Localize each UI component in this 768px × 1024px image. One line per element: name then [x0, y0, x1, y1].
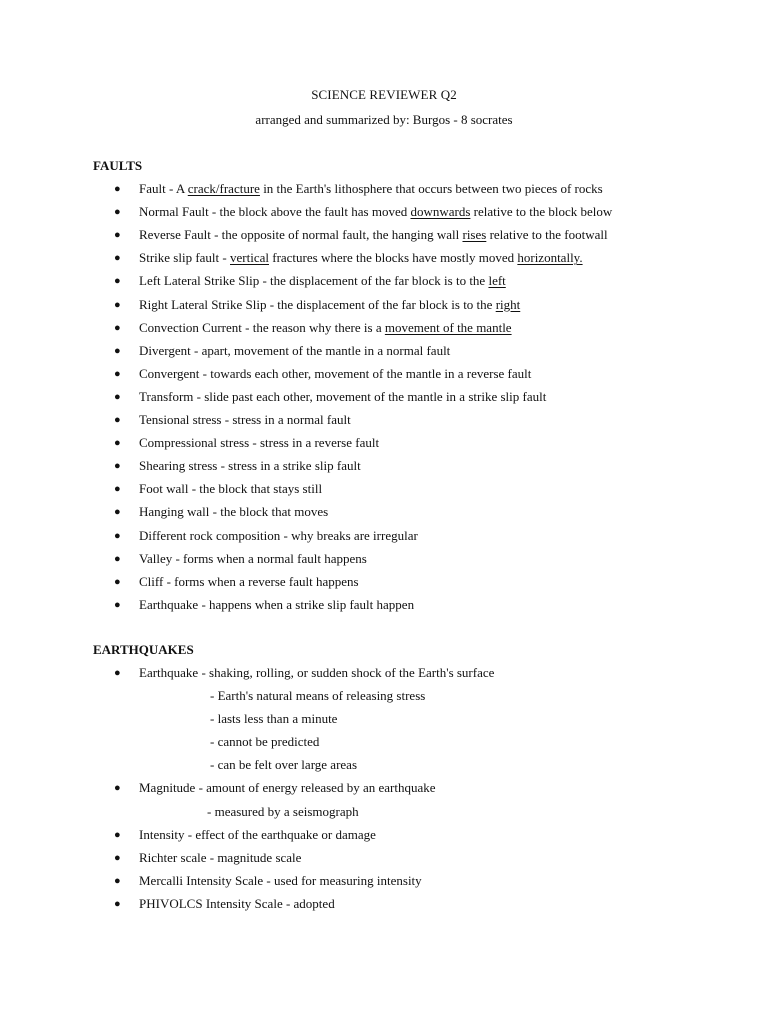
item-text: Strike slip fault - — [139, 250, 230, 266]
underlined-term: horizontally. — [517, 250, 583, 266]
item-text: Right Lateral Strike Slip - the displacement of the far block is to the — [139, 296, 496, 312]
list-item-text — [139, 248, 583, 268]
underlined-term: crack/fracture — [187, 181, 260, 196]
list-item-text — [139, 202, 612, 222]
list-item — [0, 894, 768, 914]
list-item — [0, 663, 768, 683]
list-item-text — [139, 549, 367, 569]
underlined-term: movement of the mantle — [384, 319, 512, 335]
magnitude-definition: Magnitude - amount of energy released by an earthquake — [139, 780, 436, 795]
list-item-text — [139, 225, 608, 245]
list-item-text: Intensity - effect of the earthquake or damage — [139, 827, 376, 842]
underlined-term: left — [488, 273, 506, 289]
list-item — [0, 479, 768, 499]
list-item-text — [139, 595, 414, 615]
list-item — [0, 318, 768, 338]
underlined-term: rises — [462, 227, 487, 243]
list-item — [0, 572, 768, 592]
item-text: Valley - forms when a normal fault happens — [139, 550, 367, 566]
list-item — [0, 225, 768, 245]
earthquake-sub-2: - lasts less than a minute — [210, 711, 338, 726]
bullet-icon: ● — [114, 437, 121, 450]
bullet-icon: ● — [114, 321, 121, 334]
bullet-icon: ● — [114, 252, 121, 265]
bullet-icon: ● — [114, 875, 121, 887]
list-item-text — [139, 387, 546, 407]
item-text: Shearing stress - stress in a strike slip fault — [139, 458, 361, 474]
bullet-icon: ● — [114, 229, 121, 242]
list-item-text — [139, 364, 531, 384]
earthquakes-heading: EARTHQUAKES — [93, 642, 194, 657]
bullet-icon: ● — [114, 275, 121, 288]
bullet-icon: ● — [114, 460, 121, 473]
list-item-text — [139, 410, 351, 430]
list-item — [0, 364, 768, 384]
list-item-text — [139, 456, 361, 476]
list-item — [0, 295, 768, 315]
item-text: Divergent - apart, movement of the mantle in a normal fault — [139, 342, 451, 358]
list-item-text — [139, 271, 506, 291]
bullet-icon: ● — [114, 598, 121, 611]
list-item — [0, 778, 768, 798]
bullet-icon: ● — [114, 344, 121, 357]
item-text: Foot wall - the block that stays still — [139, 481, 323, 497]
list-item-text: Mercalli Intensity Scale - used for measuring intensity — [139, 873, 422, 888]
list-item — [0, 271, 768, 291]
list-item — [0, 848, 768, 868]
bullet-icon: ● — [114, 552, 121, 565]
bullet-icon: ● — [114, 782, 121, 794]
list-item-text — [139, 502, 328, 522]
bullet-icon: ● — [114, 852, 121, 864]
list-item — [0, 387, 768, 407]
list-item — [0, 871, 768, 891]
faults-heading: FAULTS — [93, 158, 143, 173]
list-item — [0, 179, 768, 199]
list-item — [0, 502, 768, 522]
list-item — [0, 526, 768, 546]
bullet-icon: ● — [114, 206, 121, 219]
list-item-text — [139, 433, 379, 453]
list-item-text — [139, 479, 322, 499]
bullet-icon: ● — [114, 898, 121, 910]
bullet-icon: ● — [114, 298, 121, 311]
list-item — [0, 410, 768, 430]
list-item-text — [139, 572, 359, 592]
bullet-icon: ● — [114, 483, 121, 496]
list-item — [0, 248, 768, 268]
item-text: Convection Current - the reason why there is a — [139, 319, 385, 335]
list-item — [0, 595, 768, 615]
bullet-icon: ● — [114, 575, 121, 588]
list-item — [0, 456, 768, 476]
list-item-text — [139, 526, 418, 546]
item-text: relative to the footwall — [486, 227, 608, 243]
item-text: Reverse Fault - the opposite of normal fault, the hanging wall — [139, 227, 463, 243]
bullet-icon: ● — [114, 829, 121, 841]
magnitude-sub: - measured by a seismograph — [207, 804, 359, 819]
list-item-text — [139, 295, 520, 315]
earthquake-definition: Earthquake - shaking, rolling, or sudden shock of the Earth's surface — [139, 665, 495, 680]
item-text: Normal Fault - the block above the fault has moved — [139, 204, 411, 220]
item-text: Fault - A — [139, 181, 188, 196]
underlined-term: vertical — [230, 250, 269, 266]
bullet-icon: ● — [114, 414, 121, 426]
earthquake-sub-4: - can be felt over large areas — [210, 757, 358, 772]
underlined-term: right — [495, 296, 521, 312]
item-text: Compressional stress - stress in a reverse fault — [139, 435, 380, 451]
list-item — [0, 433, 768, 453]
earthquake-sub-3: - cannot be predicted — [210, 734, 320, 749]
underlined-term: downwards — [410, 204, 471, 220]
bullet-icon: ● — [114, 506, 121, 519]
list-item-text — [139, 341, 450, 361]
item-text: fractures where the blocks have mostly moved — [268, 250, 518, 266]
list-item-text: Richter scale - magnitude scale — [139, 850, 302, 865]
bullet-icon: ● — [114, 367, 121, 380]
item-text: Transform - slide past each other, movement of the mantle in a strike slip fault — [139, 388, 547, 404]
document-title: SCIENCE REVIEWER Q2 — [311, 87, 457, 102]
bullet-icon: ● — [114, 667, 121, 679]
item-text: Earthquake - happens when a strike slip fault happen — [139, 596, 415, 612]
list-item — [0, 341, 768, 361]
list-item — [0, 825, 768, 845]
list-item-text — [139, 318, 512, 338]
item-text: relative to the block below — [470, 204, 613, 220]
bullet-icon: ● — [114, 183, 121, 195]
list-item-text — [139, 179, 603, 199]
item-text: Convergent - towards each other, movement of the mantle in a reverse fault — [139, 365, 532, 381]
document-subtitle: arranged and summarized by: Burgos - 8 socrates — [255, 112, 513, 127]
item-text: Cliff - forms when a reverse fault happens — [139, 573, 359, 589]
item-text: Tensional stress - stress in a normal fault — [139, 412, 351, 427]
list-item — [0, 202, 768, 222]
bullet-icon: ● — [114, 390, 121, 403]
item-text: Different rock composition - why breaks are irregular — [139, 527, 418, 543]
list-item-text: PHIVOLCS Intensity Scale - adopted — [139, 896, 335, 911]
bullet-icon: ● — [114, 529, 121, 542]
earthquake-sub-1: - Earth's natural means of releasing stress — [210, 688, 426, 703]
list-item — [0, 549, 768, 569]
item-text: Left Lateral Strike Slip - the displacement of the far block is to the — [139, 273, 489, 289]
item-text: Hanging wall - the block that moves — [139, 504, 329, 520]
item-text: in the Earth's lithosphere that occurs between two pieces of rocks — [259, 181, 603, 196]
